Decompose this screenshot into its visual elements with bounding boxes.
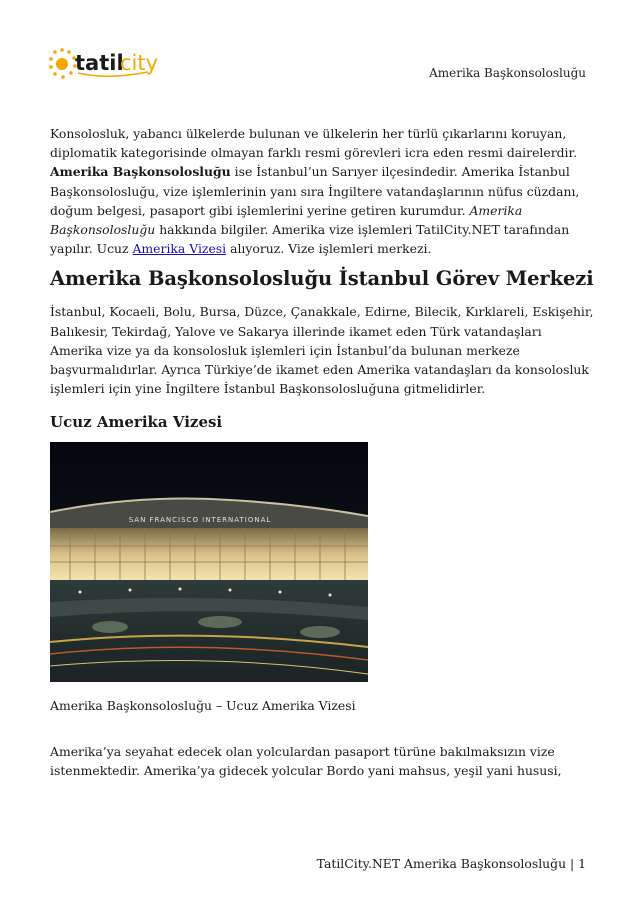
airport-sign-text: SAN FRANCISCO INTERNATIONAL <box>128 516 272 525</box>
document-body <box>50 124 595 780</box>
logo-text-tatil: tatil <box>75 51 124 75</box>
header-title: Amerika Başkonsolosluğu <box>429 66 586 80</box>
intro-text-1: Konsolosluk, yabancı ülkelerde bulunan ve ülkelerin her türlü çıkarlarını koruyan, diplomatik kategorisinde olmayan farklı resmi görevleri icra eden resmi dairelerdir. <box>50 126 578 161</box>
intro-italic: Amerika Başkonsolosluğu <box>50 202 523 238</box>
gorev-merkezi-paragraph: İstanbul, Kocaeli, Bolu, Bursa, Düzce, Çanakkale, Edirne, Bilecik, Kırklareli, Eskişehir, Balıkesir, Tekirdağ, Yalove ve Sakarya illerinde ikamet eden Türk vatandaşları Amerika vize ya da konsolosluk işlemleri için İstanbul’da bulunan merkeze başvurmalıdırlar. Ayrıca Türkiye’de ikamet eden Amerika vatandaşları da konsolosluk işlemleri için yine İngiltere İstanbul Başkonsolosluğuna gitmelidirler. <box>50 304 594 397</box>
intro-paragraph <box>50 124 595 258</box>
sub-heading: Ucuz Amerika Vizesi <box>50 413 223 432</box>
airport-photo <box>50 442 368 682</box>
tatilcity-logo <box>48 42 160 82</box>
intro-text-4: alıyoruz. Vize işlemleri merkezi. <box>226 241 432 257</box>
amerika-vizesi-link[interactable]: Amerika Vizesi <box>132 241 227 257</box>
main-heading: Amerika Başkonsolosluğu İstanbul Görev Merkezi <box>50 267 594 291</box>
vize-paragraph: Amerika’ya seyahat edecek olan yolculardan pasaport türüne bakılmaksızın vize istenmektedir. Amerika’ya gidecek yolcular Bordo yani mahsus, yeşil yani hususi, <box>50 743 562 778</box>
intro-bold: Amerika Başkonsolosluğu <box>50 164 231 180</box>
sun-logo-icon <box>48 42 160 82</box>
logo-text-city: city <box>120 51 159 75</box>
intro-text-3: hakkında bilgiler. Amerika vize işlemleri TatilCity.NET tarafından yapılır. Ucuz <box>50 222 570 257</box>
intro-text-2: ise İstanbul’un Sarıyer ilçesindedir. Amerika İstanbul Başkonsolosluğu, vize işlemlerinin yanı sıra İngiltere vatandaşlarının nüfus cüzdanı, doğum belgesi, pasaport gibi işlemlerini yerine getiren kurumdur. <box>50 164 580 218</box>
page-footer: TatilCity.NET Amerika Başkonsolosluğu | 1 <box>316 856 586 871</box>
photo-caption: Amerika Başkonsolosluğu – Ucuz Amerika Vizesi <box>50 698 356 714</box>
